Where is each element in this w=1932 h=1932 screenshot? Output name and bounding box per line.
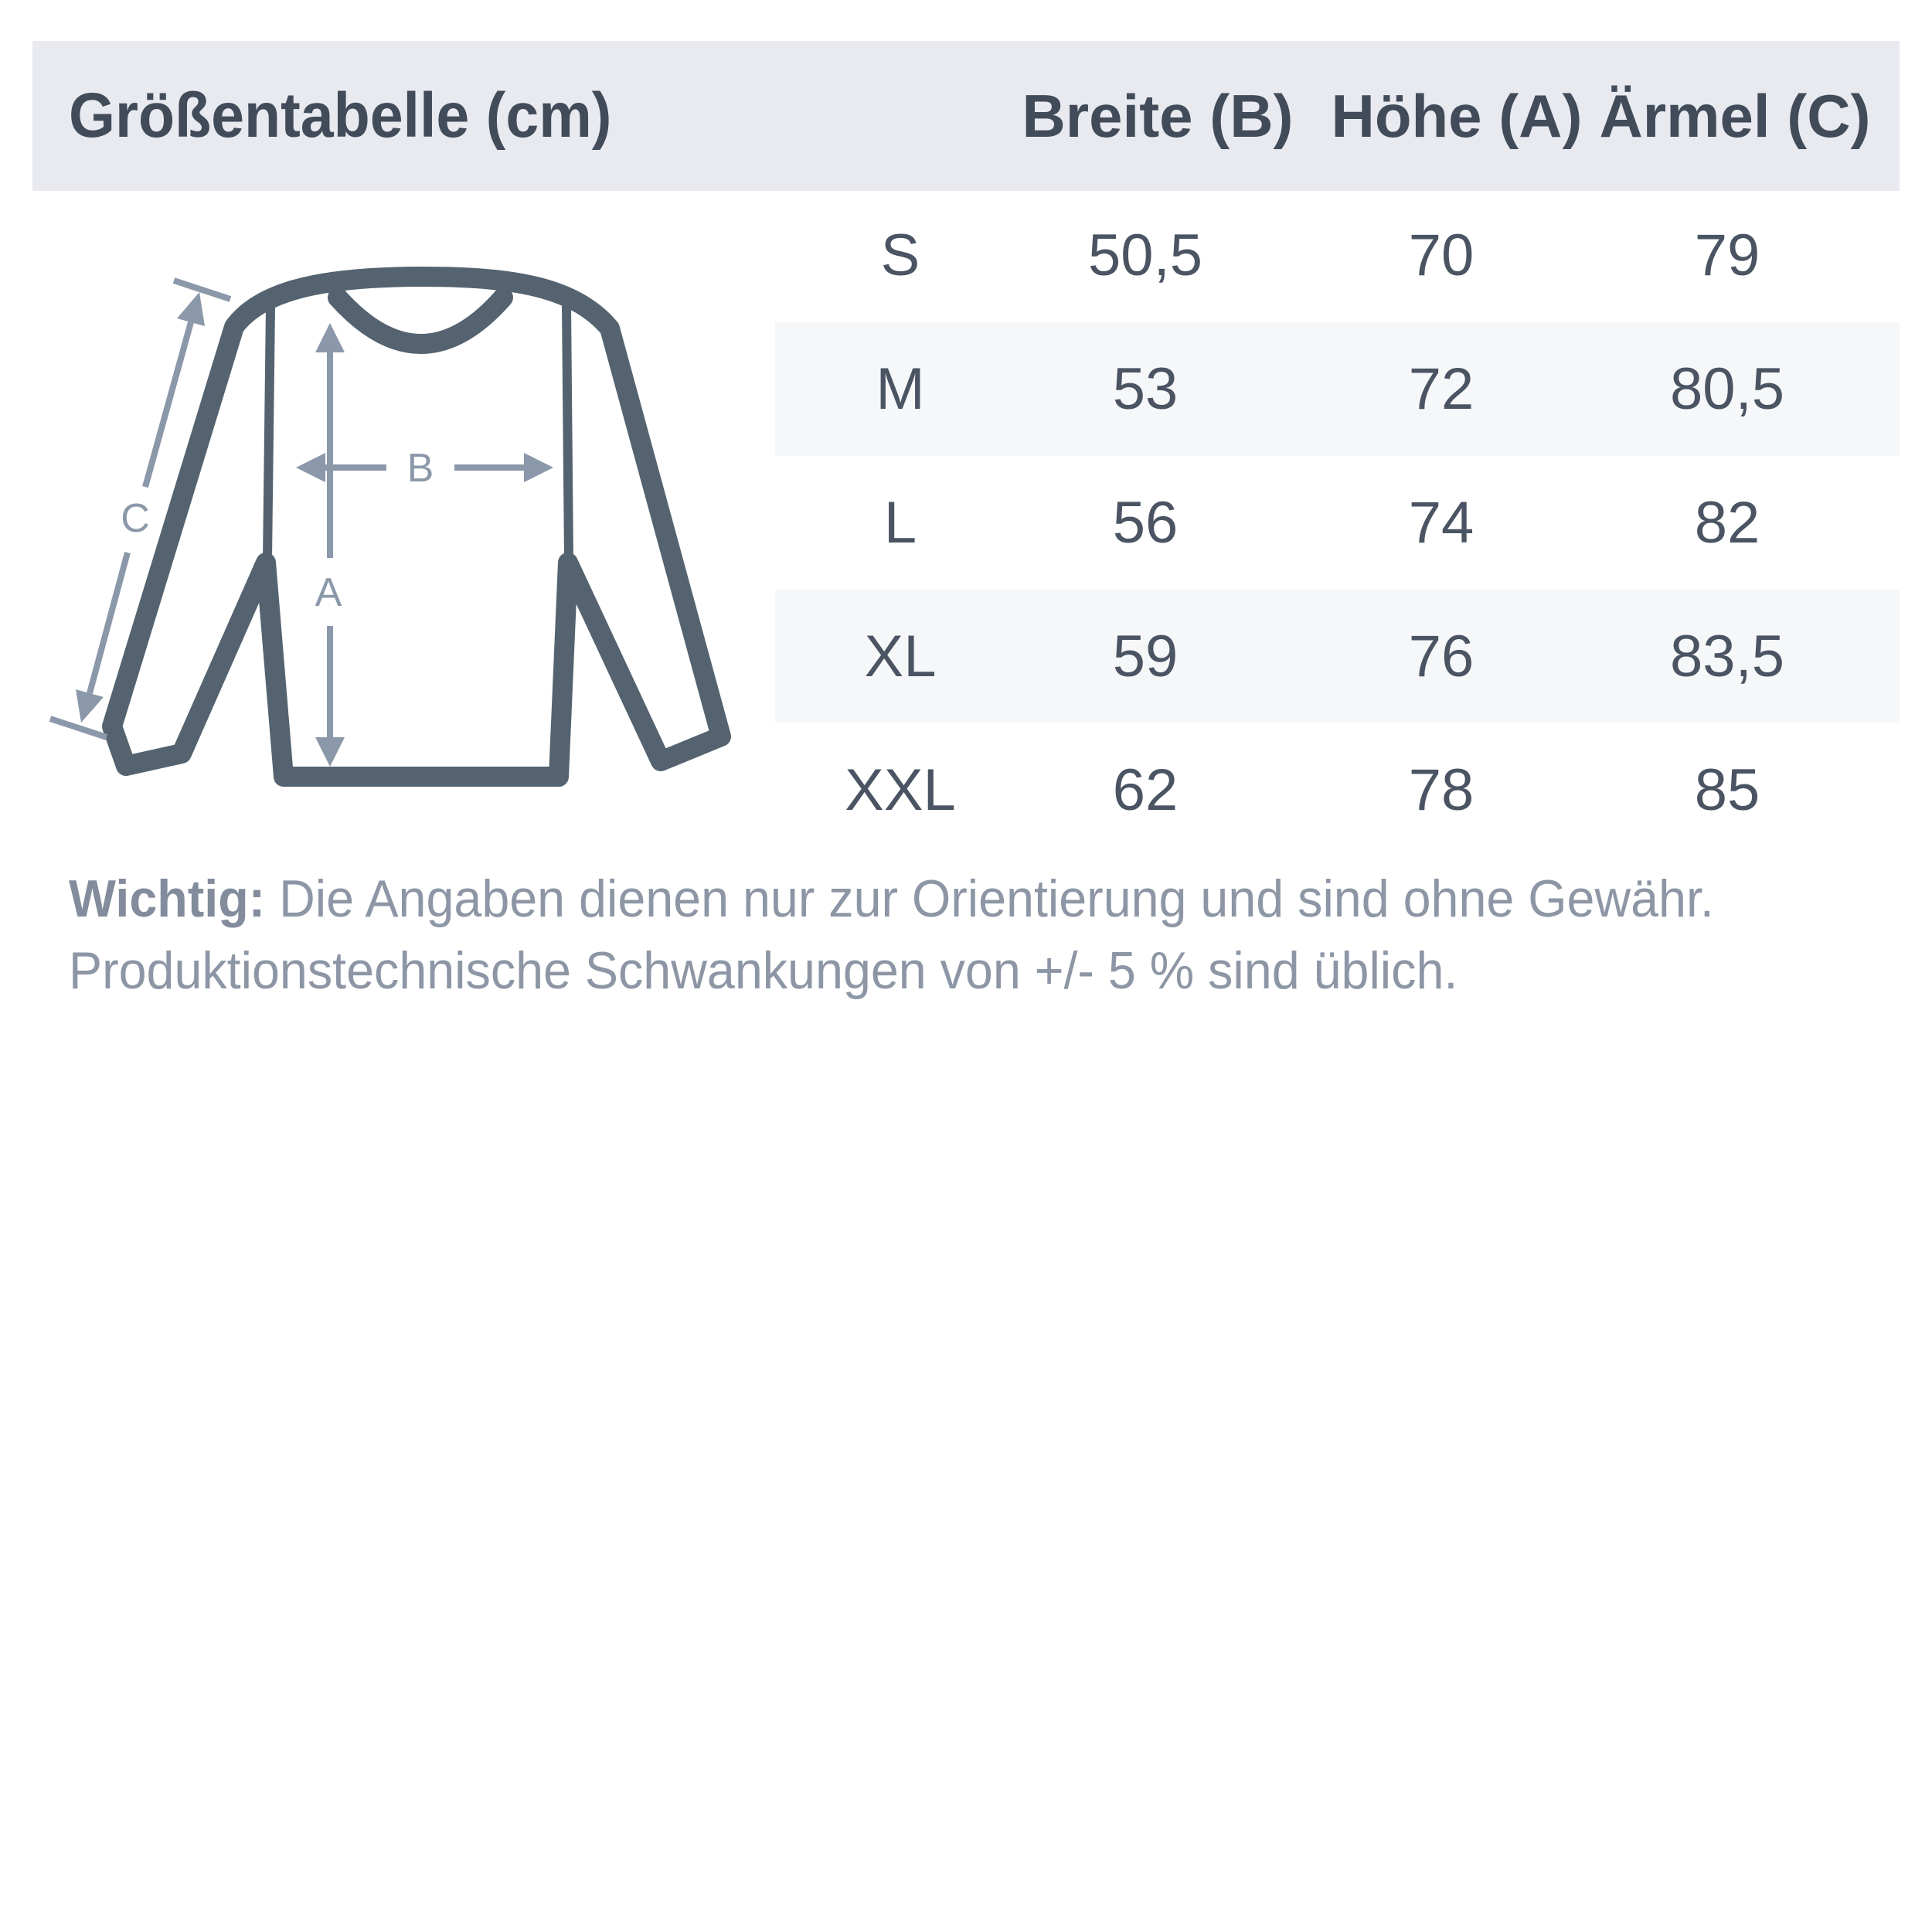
arrowhead-c-up <box>177 292 205 326</box>
page-title: Größentabelle (cm) <box>69 80 612 151</box>
aermel-cell: 82 <box>1694 490 1760 556</box>
dimension-label-b: B <box>406 446 434 491</box>
aermel-cell: 85 <box>1694 757 1760 823</box>
column-header-hoehe: Höhe (A) <box>1331 82 1583 150</box>
table-row <box>775 189 1900 322</box>
column-header-breite: Breite (B) <box>1022 82 1294 150</box>
breite-cell: 59 <box>1112 624 1179 689</box>
column-header-aermel: Ärmel (C) <box>1599 82 1871 150</box>
table-row <box>775 322 1900 456</box>
table-row <box>775 590 1900 723</box>
table-row <box>775 456 1900 590</box>
breite-cell: 50,5 <box>1088 223 1202 288</box>
hoehe-cell: 78 <box>1408 757 1475 823</box>
hoehe-cell: 74 <box>1408 490 1475 556</box>
breite-cell: 53 <box>1112 356 1179 422</box>
aermel-cell: 83,5 <box>1670 624 1784 689</box>
aermel-cell: 79 <box>1694 223 1760 288</box>
disclaimer-line-2: Produktionstechnische Schwankungen von +/- 5 % sind üblich. <box>69 941 1458 1000</box>
table-row <box>775 723 1900 857</box>
disclaimer-prefix: Wichtig: <box>69 869 266 928</box>
size-cell: M <box>876 356 925 422</box>
hoehe-cell: 76 <box>1408 624 1475 689</box>
disclaimer-line-1-text: Die Angaben dienen nur zur Orientierung und sind ohne Gewähr. <box>265 869 1714 928</box>
breite-cell: 56 <box>1112 490 1179 556</box>
size-cell: S <box>880 223 920 288</box>
dimension-label-c: C <box>121 496 150 541</box>
size-cell: L <box>883 490 917 556</box>
size-table <box>775 189 1900 857</box>
left-seam-line <box>267 306 270 560</box>
aermel-cell: 80,5 <box>1670 356 1784 422</box>
dimension-label-a: A <box>315 570 342 615</box>
size-chart-header <box>32 41 1900 191</box>
disclaimer-note <box>69 863 1868 1007</box>
breite-cell: 62 <box>1112 757 1179 823</box>
right-seam-line <box>566 306 569 560</box>
shirt-diagram <box>31 216 804 835</box>
size-cell: XL <box>864 624 937 689</box>
size-cell: XXL <box>845 757 956 823</box>
sleeve-arrow-c-tick-top <box>174 281 230 299</box>
disclaimer-line-1 <box>69 863 1868 935</box>
hoehe-cell: 70 <box>1408 223 1475 288</box>
hoehe-cell: 72 <box>1408 356 1475 422</box>
arrowhead-c-down <box>76 689 104 723</box>
sleeve-arrow-c-tick-bottom <box>50 719 107 737</box>
